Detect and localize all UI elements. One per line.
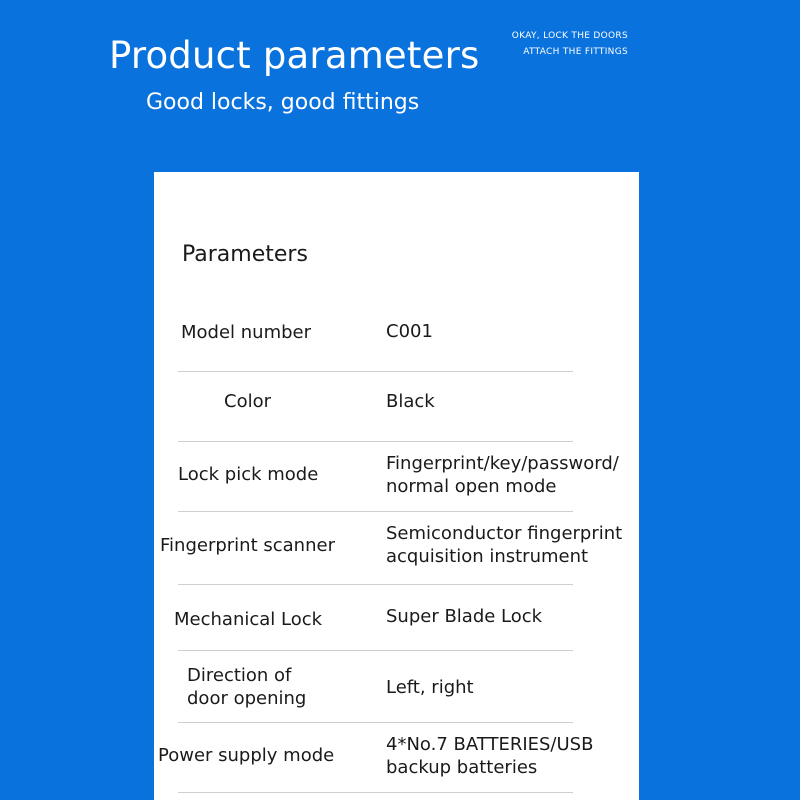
tagline-line-1: OKAY, LOCK THE DOORS — [511, 31, 628, 41]
tagline-line-2: ATTACH THE FITTINGS — [523, 47, 628, 57]
row-separator — [178, 371, 573, 372]
row-label-model-number: Model number — [181, 322, 312, 343]
parameters-heading: Parameters — [182, 242, 308, 267]
row-value-lock-pick-mode-line-2: normal open mode — [386, 476, 557, 497]
row-separator — [178, 722, 573, 723]
row-label-lock-pick-mode: Lock pick mode — [178, 464, 319, 485]
parameters-card — [154, 172, 639, 800]
page-title: Product parameters — [109, 34, 480, 77]
tagline — [512, 28, 628, 60]
row-value-color: Black — [386, 391, 435, 412]
row-value-fingerprint-scanner-line-1: Semiconductor fingerprint — [386, 523, 623, 544]
row-label-direction-line-1: Direction of — [187, 665, 292, 686]
page-subtitle: Good locks, good fittings — [146, 90, 420, 115]
row-label-color: Color — [224, 391, 271, 412]
row-separator — [178, 584, 573, 585]
row-label-mechanical-lock: Mechanical Lock — [174, 609, 323, 630]
row-value-lock-pick-mode-line-1: Fingerprint/key/password/ — [386, 453, 619, 474]
row-separator — [178, 441, 573, 442]
row-separator — [178, 650, 573, 651]
row-separator — [178, 792, 573, 793]
row-value-power-supply-line-1: 4*No.7 BATTERIES/USB — [386, 734, 594, 755]
row-value-power-supply-line-2: backup batteries — [386, 757, 538, 778]
row-separator — [178, 511, 573, 512]
row-value-model-number: C001 — [386, 321, 433, 342]
row-label-direction-line-2: door opening — [187, 688, 307, 709]
row-label-power-supply-mode: Power supply mode — [158, 745, 335, 766]
row-value-fingerprint-scanner-line-2: acquisition instrument — [386, 546, 589, 567]
row-label-fingerprint-scanner: Fingerprint scanner — [160, 535, 335, 556]
row-value-direction: Left, right — [386, 677, 474, 698]
row-value-mechanical-lock: Super Blade Lock — [386, 606, 543, 627]
